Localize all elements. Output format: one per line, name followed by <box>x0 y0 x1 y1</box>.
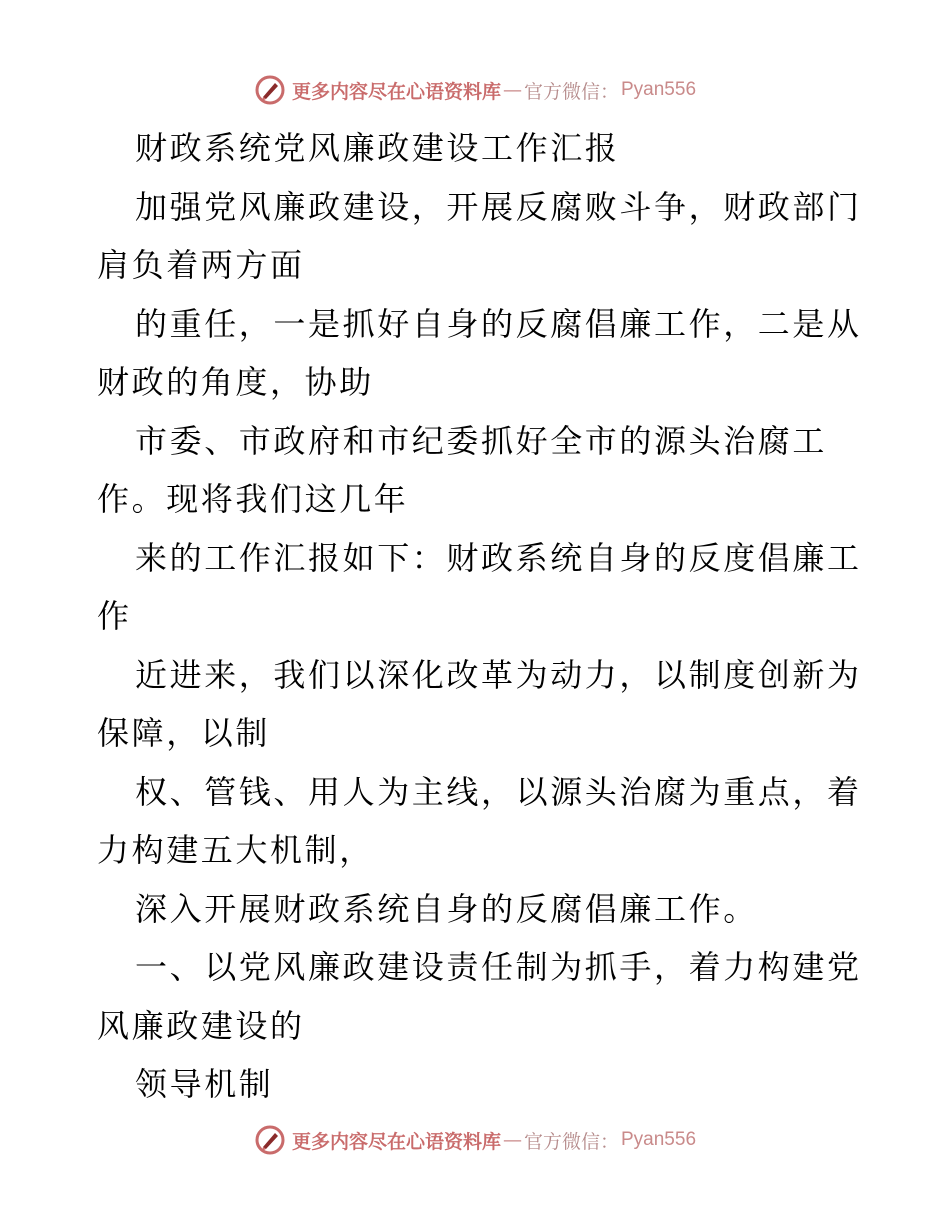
banner-wechat-label: 官方微信： <box>523 1130 619 1153</box>
banner-wechat-label: 官方微信： <box>523 80 619 103</box>
paragraph-line: 作。现将我们这几年 <box>97 480 409 518</box>
paragraph-line: 近进来，我们以深化改革为动力，以制度创新为 <box>135 655 862 694</box>
paragraph-line: 作 <box>97 597 132 635</box>
paragraph-line: 权、管钱、用人为主线，以源头治腐为重点，着 <box>135 772 862 811</box>
banner-dash: — <box>502 79 522 101</box>
footer-watermark-banner <box>0 1120 950 1160</box>
banner-handle: Pyan556 <box>621 79 697 100</box>
paragraph-line: 来的工作汇报如下：财政系统自身的反度倡廉工 <box>135 538 862 577</box>
paragraph-line: 保障，以制 <box>97 714 271 752</box>
paragraph-line: 市委、市政府和市纪委抓好全市的源头治腐工 <box>135 421 828 460</box>
paragraph-line: 领导机制 <box>135 1065 274 1103</box>
paragraph-line: 财政的角度，协助 <box>97 363 374 401</box>
pen-circle-logo-icon <box>254 1124 286 1156</box>
paragraph-line: 财政系统党风廉政建设工作汇报 <box>135 129 620 167</box>
pen-circle-logo-icon <box>254 74 286 106</box>
banner-handle: Pyan556 <box>621 1129 697 1150</box>
paragraph-line: 力构建五大机制， <box>97 831 374 869</box>
paragraph-line: 深入开展财政系统自身的反腐倡廉工作。 <box>135 889 758 928</box>
document-body <box>97 119 862 1114</box>
paragraph-line: 肩负着两方面 <box>97 246 305 284</box>
banner-main-text: 更多内容尽在心语资料库 <box>291 1130 501 1153</box>
paragraph-line: 一、以党风廉政建设责任制为抓手，着力构建党 <box>135 948 862 986</box>
paragraph-line: 风廉政建设的 <box>97 1006 305 1045</box>
paragraph-line: 的重任，一是抓好自身的反腐倡廉工作，二是从 <box>135 304 862 343</box>
banner-main-text: 更多内容尽在心语资料库 <box>291 80 501 103</box>
header-watermark-banner <box>0 70 950 110</box>
banner-dash: — <box>502 1129 522 1151</box>
paragraph-line: 加强党风廉政建设，开展反腐败斗争，财政部门 <box>135 187 862 226</box>
